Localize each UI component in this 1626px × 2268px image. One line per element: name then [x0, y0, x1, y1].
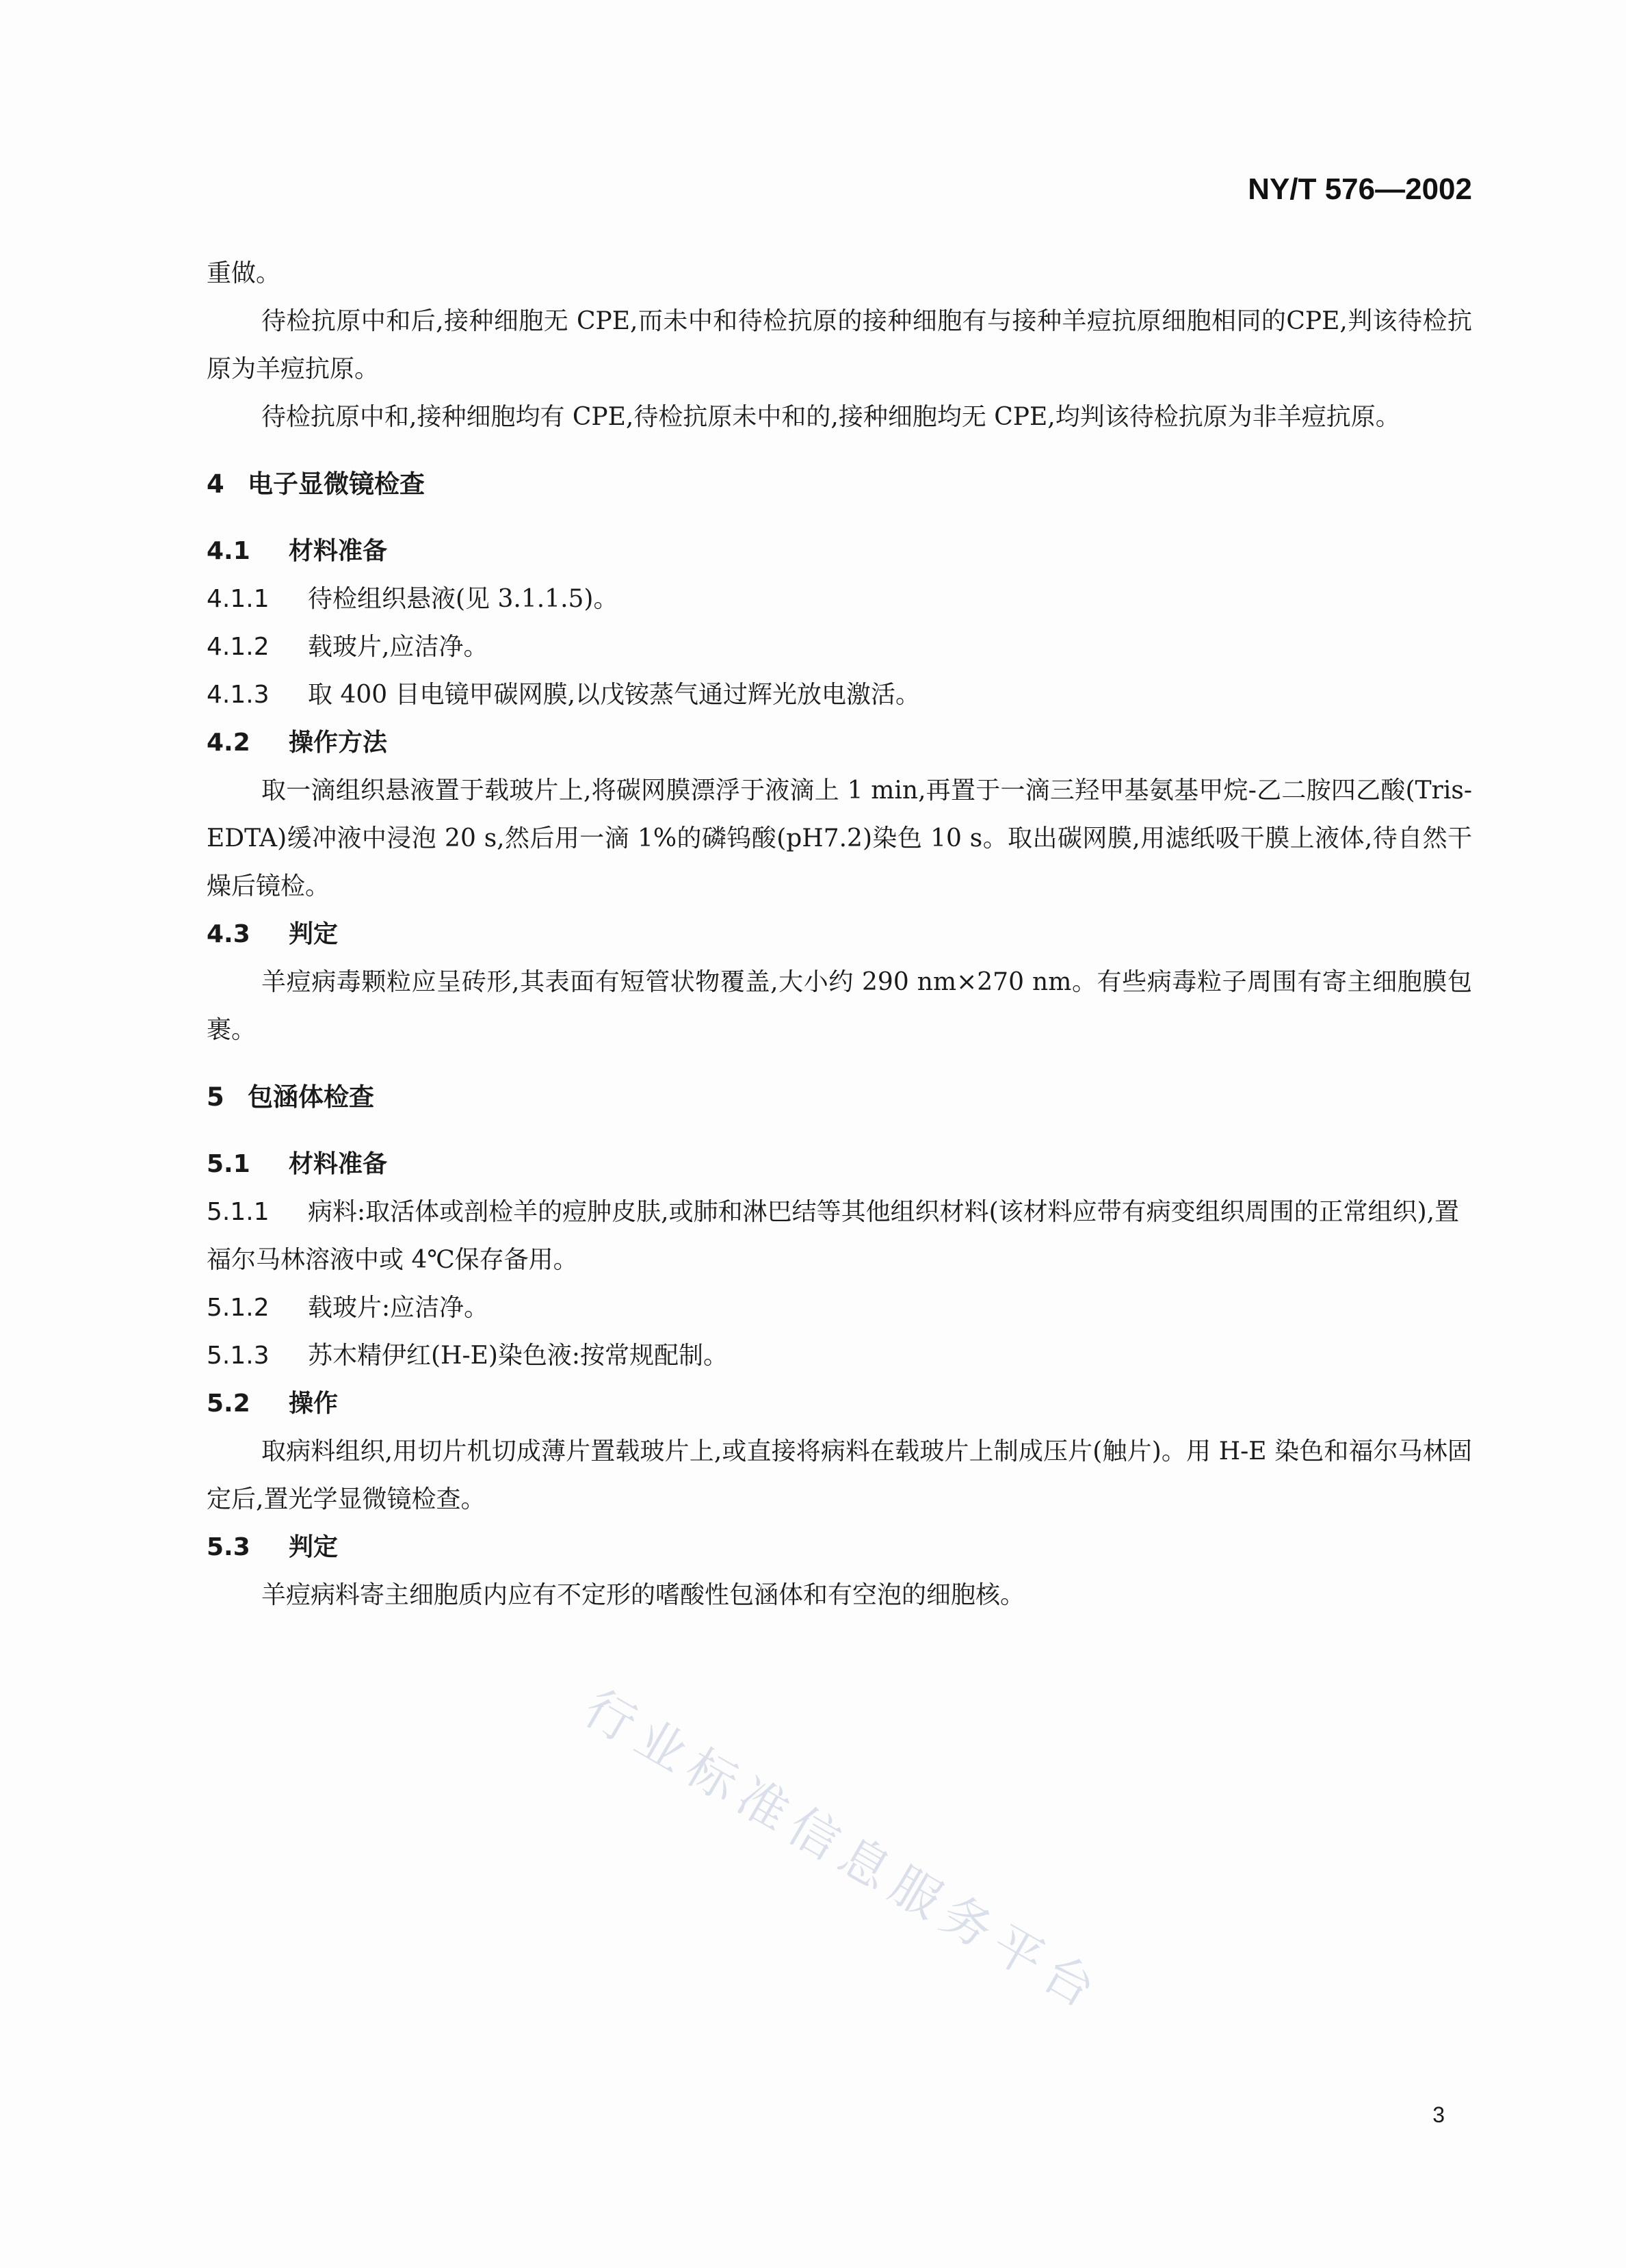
intro-paragraph-1: 重做。: [207, 259, 281, 287]
section-title: 材料准备: [289, 537, 388, 565]
section-title: 电子显微镜检查: [248, 469, 425, 499]
item-text: 取 400 目电镜甲碳网膜,以戊铵蒸气通过辉光放电激活。: [308, 681, 921, 709]
item-number: 4.1.1: [207, 585, 270, 613]
section-4-3-heading: [207, 911, 1472, 959]
section-5-3-paragraph: 羊痘病料寄主细胞质内应有不定形的嗜酸性包涵体和有空泡的细胞核。: [261, 1581, 1025, 1609]
item-number: 5.1.2: [207, 1294, 270, 1322]
item-text: 载玻片,应洁净。: [308, 633, 488, 661]
section-title: 判定: [289, 1533, 339, 1561]
standard-code: NY/T 576—2002: [1248, 172, 1472, 206]
document-body: [207, 250, 1472, 1619]
section-number: 4.3: [207, 920, 250, 948]
section-4-2-heading: [207, 719, 1472, 767]
item-text: 病料:取活体或剖检羊的痘肿皮肤,或肺和淋巴结等其他组织材料(该材料应带有病变组织周围的正常组织),置福尔马林溶液中或 4℃保存备用。: [207, 1198, 1460, 1274]
section-number: 5.1: [207, 1150, 250, 1178]
section-4-2-paragraph: 取一滴组织悬液置于载玻片上,将碳网膜漂浮于液滴上 1 min,再置于一滴三羟甲基氨基甲烷-乙二胺四乙酸(Tris-EDTA)缓冲液中浸泡 20 s,然后用一滴 1%的磷钨酸(pH7.2)染色 10 s。取出碳网膜,用滤纸吸干膜上液体,待自然干燥后镜检。: [207, 777, 1472, 900]
item-number: 5.1.1: [207, 1198, 270, 1226]
item-4-1-2: [207, 623, 1472, 671]
item-4-1-3: [207, 671, 1472, 719]
section-title: 判定: [289, 920, 339, 948]
section-5-3-heading: [207, 1524, 1472, 1572]
intro-paragraph-3: 待检抗原中和,接种细胞均有 CPE,待检抗原未中和的,接种细胞均无 CPE,均判该待检抗原为非羊痘抗原。: [261, 403, 1400, 431]
section-5-1-heading: [207, 1140, 1472, 1188]
item-4-1-1: [207, 575, 1472, 623]
item-text: 载玻片:应洁净。: [308, 1294, 489, 1322]
item-number: 5.1.3: [207, 1342, 270, 1370]
section-4-1-heading: [207, 527, 1472, 575]
item-5-1-2: [207, 1284, 1472, 1332]
watermark: 行业标准信息服务平台: [575, 1678, 1113, 2023]
section-4-3-paragraph: 羊痘病毒颗粒应呈砖形,其表面有短管状物覆盖,大小约 290 nm×270 nm。有些病毒粒子周围有寄主细胞膜包裹。: [207, 968, 1472, 1044]
item-text: 待检组织悬液(见 3.1.1.5)。: [308, 585, 618, 613]
section-number: 4.1: [207, 537, 250, 565]
section-title: 操作方法: [289, 729, 388, 757]
section-number: 5: [207, 1082, 224, 1112]
section-title: 包涵体检查: [248, 1082, 374, 1112]
page-number: 3: [1432, 2102, 1445, 2127]
item-5-1-3: [207, 1332, 1472, 1380]
section-5-2-heading: [207, 1380, 1472, 1428]
section-number: 4: [207, 469, 224, 499]
item-5-1-1: [207, 1188, 1472, 1284]
section-5-heading: [207, 1073, 1472, 1121]
section-title: 操作: [289, 1390, 339, 1418]
section-number: 5.3: [207, 1533, 250, 1561]
section-number: 4.2: [207, 729, 250, 757]
section-title: 材料准备: [289, 1150, 388, 1178]
section-4-heading: [207, 460, 1472, 508]
intro-paragraph-2: 待检抗原中和后,接种细胞无 CPE,而未中和待检抗原的接种细胞有与接种羊痘抗原细胞相同的CPE,判该待检抗原为羊痘抗原。: [207, 307, 1472, 383]
section-number: 5.2: [207, 1390, 250, 1418]
item-number: 4.1.3: [207, 681, 270, 709]
item-number: 4.1.2: [207, 633, 270, 661]
item-text: 苏木精伊红(H-E)染色液:按常规配制。: [308, 1342, 729, 1370]
section-5-2-paragraph: 取病料组织,用切片机切成薄片置载玻片上,或直接将病料在载玻片上制成压片(触片)。用 H-E 染色和福尔马林固定后,置光学显微镜检查。: [207, 1437, 1472, 1513]
